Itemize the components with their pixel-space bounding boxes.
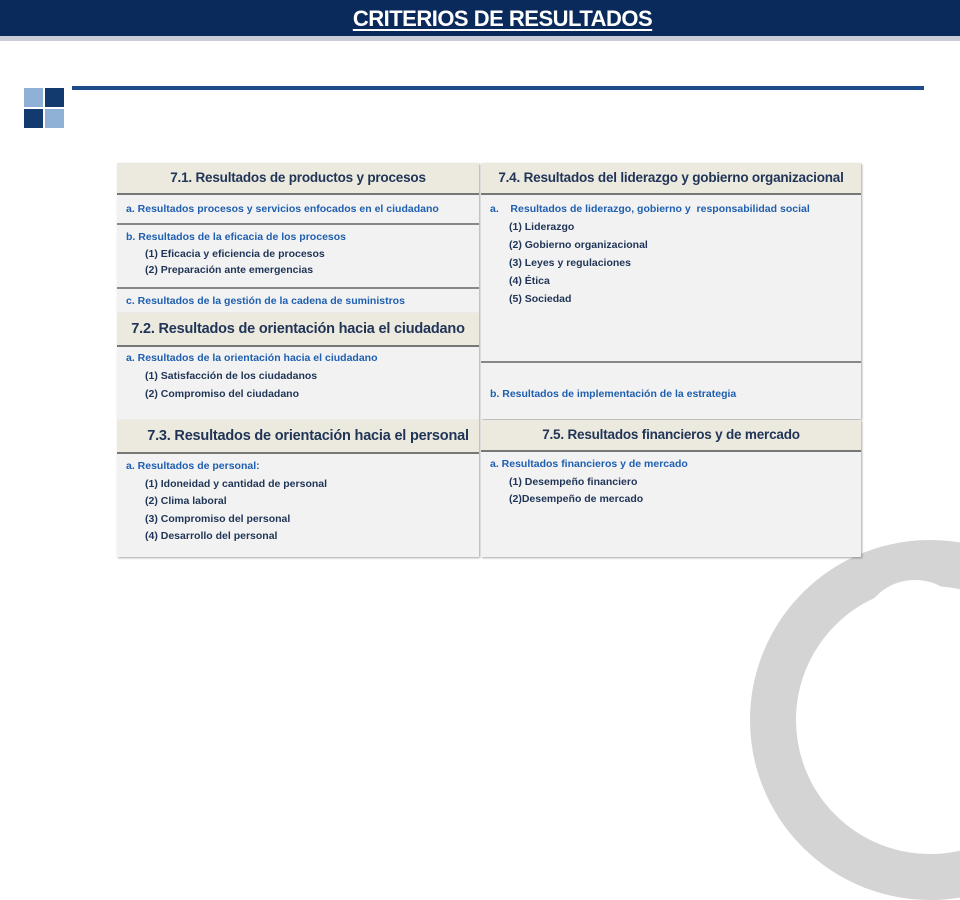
page-title: CRITERIOS DE RESULTADOS (352, 6, 653, 31)
box-7-1-item-b2: (2) Preparación ante emergencias (145, 264, 314, 276)
box-7-3-item-a2: (2) Clima laboral (145, 495, 227, 507)
box-7-2-title: 7.2. Resultados de orientación hacia el ciudadano (117, 313, 479, 347)
box-7-3-item-a4: (4) Desarrollo del personal (145, 530, 278, 542)
box-7-5-title: 7.5. Resultados financieros y de mercado (481, 420, 861, 452)
box-7-4-item-a-label: a. Resultados de liderazgo, gobierno y responsabilidad social (490, 203, 810, 215)
box-7-1-item-b-label: b. Resultados de la eficacia de los procesos (126, 231, 346, 243)
header-underline (0, 36, 960, 41)
box-7-1-item-b (117, 225, 479, 289)
box-7-3-item-a: a. Resultados de personal: (126, 460, 260, 472)
box-7-5-item-a1: (1) Desempeño financiero (509, 475, 638, 488)
decorative-rule (72, 86, 924, 90)
box-7-1 (117, 163, 479, 313)
box-7-2-item-a: a. Resultados de la orientación hacia el ciudadano (126, 352, 378, 364)
box-7-4-item-a (481, 195, 861, 363)
box-7-4-item-a5: (5) Sociedad (509, 293, 572, 305)
box-7-3-item-a3: (3) Compromiso del personal (145, 512, 291, 525)
box-7-5-items (481, 456, 861, 509)
box-7-3 (117, 420, 479, 557)
box-7-1-item-a: a. Resultados procesos y servicios enfocados en el ciudadano (117, 195, 479, 225)
box-7-4-item-a2: (2) Gobierno organizacional (509, 239, 648, 251)
box-7-5-item-a: a. Resultados financieros y de mercado (490, 458, 688, 470)
box-7-4-item-a3: (3) Leyes y regulaciones (509, 257, 631, 269)
box-7-3-items (117, 458, 479, 546)
box-7-5-item-a2: (2)Desempeño de mercado (509, 493, 644, 505)
box-7-4-item-a4: (4) Ética (509, 274, 550, 287)
box-7-4 (481, 163, 861, 419)
box-7-1-title: 7.1. Resultados de productos y procesos (117, 163, 479, 195)
box-7-2 (117, 313, 479, 420)
box-7-1-item-b1: (1) Eficacia y eficiencia de procesos (145, 248, 325, 260)
box-7-4-title: 7.4. Resultados del liderazgo y gobierno organizacional (481, 163, 861, 195)
box-7-2-item-a2: (2) Compromiso del ciudadano (145, 388, 300, 400)
box-7-3-item-a1: (1) Idoneidad y cantidad de personal (145, 477, 328, 490)
box-7-4-item-b: b. Resultados de implementación de la estrategia (490, 388, 737, 400)
box-7-1-item-c: c. Resultados de la gestión de la cadena de suministros (126, 295, 405, 307)
decorative-ring-cutout (860, 580, 960, 690)
box-7-2-item-a1: (1) Satisfacción de los ciudadanos (145, 370, 318, 382)
box-7-4-item-a1: (1) Liderazgo (509, 220, 575, 233)
box-7-5 (481, 420, 861, 557)
box-7-2-items (117, 349, 479, 403)
box-7-3-title: 7.3. Resultados de orientación hacia el personal (117, 420, 479, 454)
